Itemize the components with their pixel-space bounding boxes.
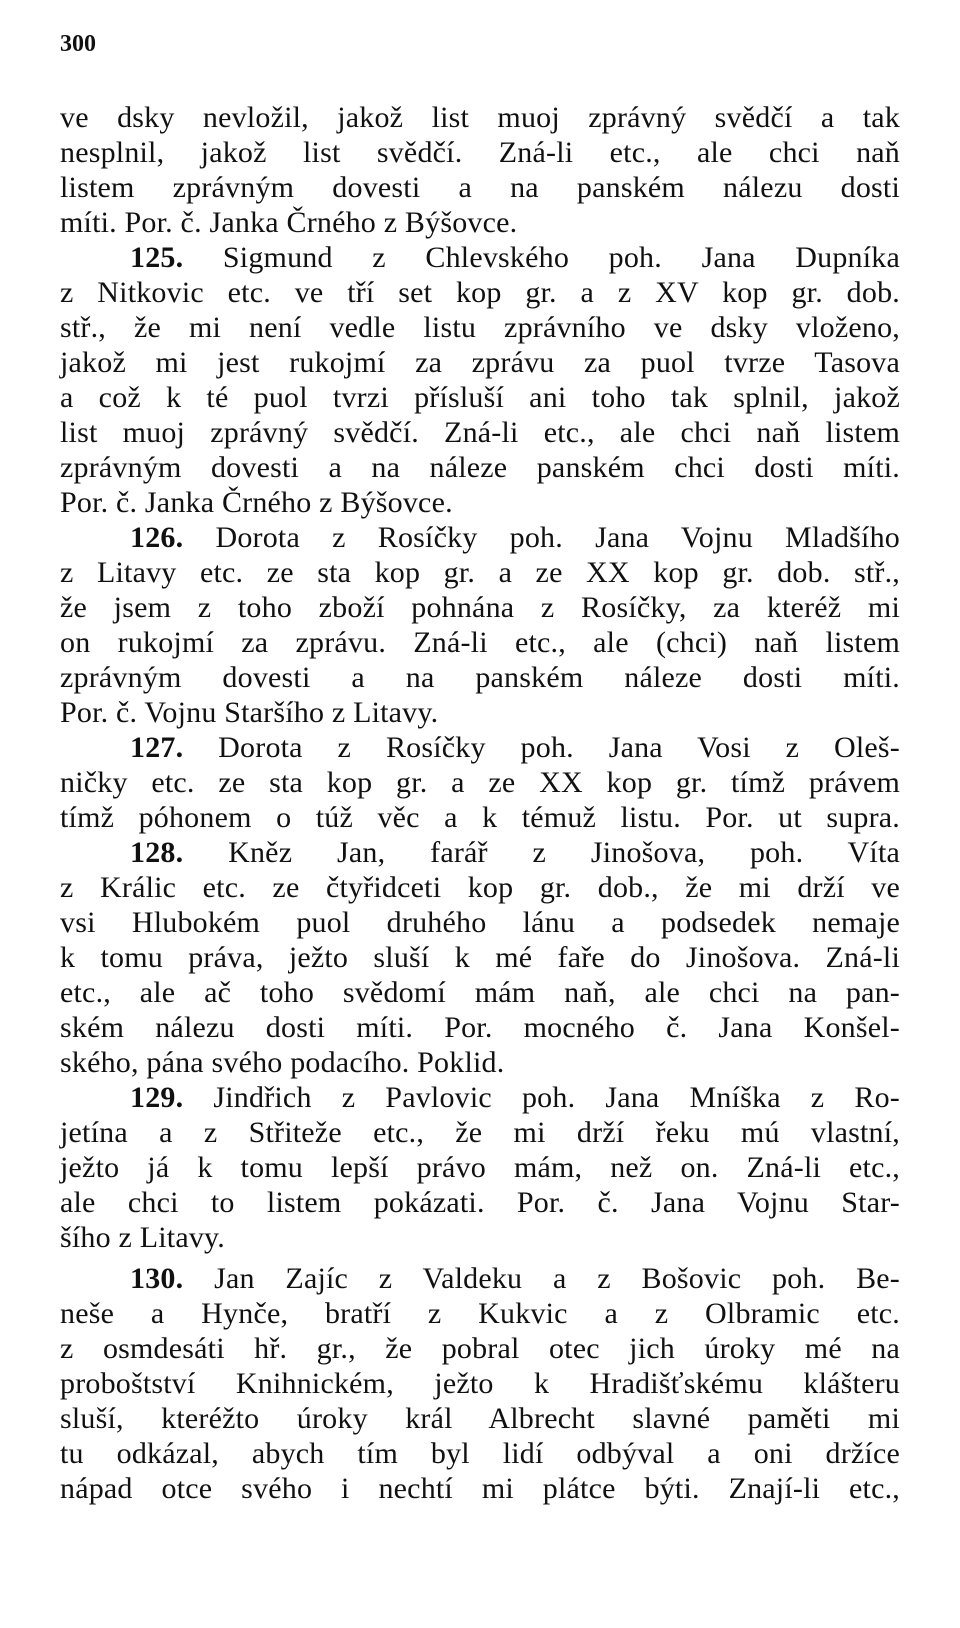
line-text: k tomu práva, ježto sluší k mé faře do Jinošova. Zná-li xyxy=(60,941,900,974)
line-text: Dorota z Rosíčky poh. Jana Vojnu Mladšího xyxy=(183,521,900,554)
line-text: vsi Hlubokém puol druhého lánu a podsedek nemaje xyxy=(60,906,900,939)
text-line xyxy=(60,345,900,380)
text-line xyxy=(60,800,900,835)
line-text: šího z Litavy. xyxy=(60,1221,225,1254)
text-line xyxy=(60,870,900,905)
text-line xyxy=(60,1401,900,1436)
line-text: proboštství Knihnickém, ježto k Hradišťskému klášteru xyxy=(60,1367,900,1400)
text-line xyxy=(60,905,900,940)
line-text: a což k té puol tvrzi přísluší ani toho tak splnil, jakož xyxy=(60,381,900,414)
text-line xyxy=(60,625,900,660)
entry-first-line xyxy=(60,835,900,870)
text-line xyxy=(60,135,900,170)
text-line xyxy=(60,415,900,450)
text-line xyxy=(60,1010,900,1045)
text-line xyxy=(60,1366,900,1401)
line-text: on rukojmí za zprávu. Zná-li etc., ale (chci) naň listem xyxy=(60,626,900,659)
entry-first-line xyxy=(60,1261,900,1296)
entry-number: 125. xyxy=(130,241,184,274)
line-text: stř., že mi není vedle listu zprávního ve dsky vloženo, xyxy=(60,311,900,344)
line-text: sluší, kteréžto úroky král Albrecht slavné paměti mi xyxy=(60,1402,900,1435)
text-line xyxy=(60,660,900,695)
line-text: z Nitkovic etc. ve tří set kop gr. a z XV kop gr. dob. xyxy=(60,276,900,309)
line-text: ničky etc. ze sta kop gr. a ze XX kop gr. tímž právem xyxy=(60,766,900,799)
text-line xyxy=(60,1045,900,1080)
text-line xyxy=(60,1296,900,1331)
line-text: ale chci to listem pokázati. Por. č. Jana Vojnu Star- xyxy=(60,1186,900,1219)
entry-number: 129. xyxy=(130,1081,184,1114)
line-text: z Králic etc. ze čtyřidceti kop gr. dob., že mi drží ve xyxy=(60,871,900,904)
text-line xyxy=(60,170,900,205)
text-line xyxy=(60,380,900,415)
text-body xyxy=(60,100,900,1506)
document-page xyxy=(60,30,900,1506)
line-text: jetína a z Střiteže etc., že mi drží řeku mú vlastní, xyxy=(60,1116,900,1149)
text-line xyxy=(60,1471,900,1506)
text-line xyxy=(60,310,900,345)
entry-first-line xyxy=(60,730,900,765)
line-text: Kněz Jan, farář z Jinošova, poh. Víta xyxy=(183,836,900,869)
line-text: Sigmund z Chlevského poh. Jana Dupníka xyxy=(183,241,900,274)
line-text: zprávným dovesti a na náleze panském chci dosti míti. xyxy=(60,451,900,484)
line-text: nesplnil, jakož list svědčí. Zná-li etc., ale chci naň xyxy=(60,136,900,169)
entry-number: 127. xyxy=(130,731,184,764)
line-text: nápad otce svého i nechtí mi plátce býti. Znají-li etc., xyxy=(60,1472,900,1505)
text-line xyxy=(60,1220,900,1255)
line-text: ježto já k tomu lepší právo mám, než on. Zná-li etc., xyxy=(60,1151,900,1184)
line-text: zprávným dovesti a na panském náleze dosti míti. xyxy=(60,661,900,694)
line-text: Dorota z Rosíčky poh. Jana Vosi z Oleš- xyxy=(183,731,900,764)
line-text: ského, pána svého podacího. Poklid. xyxy=(60,1046,505,1079)
line-text: listem zprávným dovesti a na panském nálezu dosti xyxy=(60,171,900,204)
line-text: tímž póhonem o túž věc a k témuž listu. Por. ut supra. xyxy=(60,801,900,834)
text-line xyxy=(60,485,900,520)
text-line xyxy=(60,590,900,625)
text-line xyxy=(60,1331,900,1366)
line-text: Jindřich z Pavlovic poh. Jana Mníška z Ro- xyxy=(183,1081,900,1114)
line-text: etc., ale ač toho svědomí mám naň, ale chci na pan- xyxy=(60,976,900,1009)
line-text: ve dsky nevložil, jakož list muoj zprávný svědčí a tak xyxy=(60,101,900,134)
line-text: míti. Por. č. Janka Črného z Býšovce. xyxy=(60,206,518,239)
text-line xyxy=(60,450,900,485)
entry-first-line xyxy=(60,240,900,275)
entry-first-line xyxy=(60,1080,900,1115)
line-text: Jan Zajíc z Valdeku a z Bošovic poh. Be- xyxy=(183,1262,900,1295)
entry-number: 128. xyxy=(130,836,184,869)
text-line xyxy=(60,975,900,1010)
text-line xyxy=(60,940,900,975)
text-line xyxy=(60,765,900,800)
text-line xyxy=(60,695,900,730)
page-number: 300 xyxy=(60,31,96,57)
entry-number: 130. xyxy=(130,1262,184,1295)
text-line xyxy=(60,1115,900,1150)
entry-first-line xyxy=(60,520,900,555)
text-line xyxy=(60,100,900,135)
line-text: Por. č. Janka Črného z Býšovce. xyxy=(60,486,453,519)
text-line xyxy=(60,205,900,240)
text-line xyxy=(60,275,900,310)
line-text: z osmdesáti hř. gr., že pobral otec jich úroky mé na xyxy=(60,1332,900,1365)
line-text: tu odkázal, abych tím byl lidí odbýval a oni držíce xyxy=(60,1437,900,1470)
line-text: že jsem z toho zboží pohnána z Rosíčky, za kteréž mi xyxy=(60,591,900,624)
text-line xyxy=(60,1185,900,1220)
line-text: list muoj zprávný svědčí. Zná-li etc., ale chci naň listem xyxy=(60,416,900,449)
entry-number: 126. xyxy=(130,521,184,554)
line-text: ském nálezu dosti míti. Por. mocného č. Jana Konšel- xyxy=(60,1011,900,1044)
line-text: z Litavy etc. ze sta kop gr. a ze XX kop gr. dob. stř., xyxy=(60,556,900,589)
line-text: neše a Hynče, bratří z Kukvic a z Olbramic etc. xyxy=(60,1297,900,1330)
text-line xyxy=(60,1436,900,1471)
line-text: Por. č. Vojnu Staršího z Litavy. xyxy=(60,696,439,729)
line-text: jakož mi jest rukojmí za zprávu za puol tvrze Tasova xyxy=(60,346,900,379)
text-line xyxy=(60,555,900,590)
text-line xyxy=(60,1150,900,1185)
